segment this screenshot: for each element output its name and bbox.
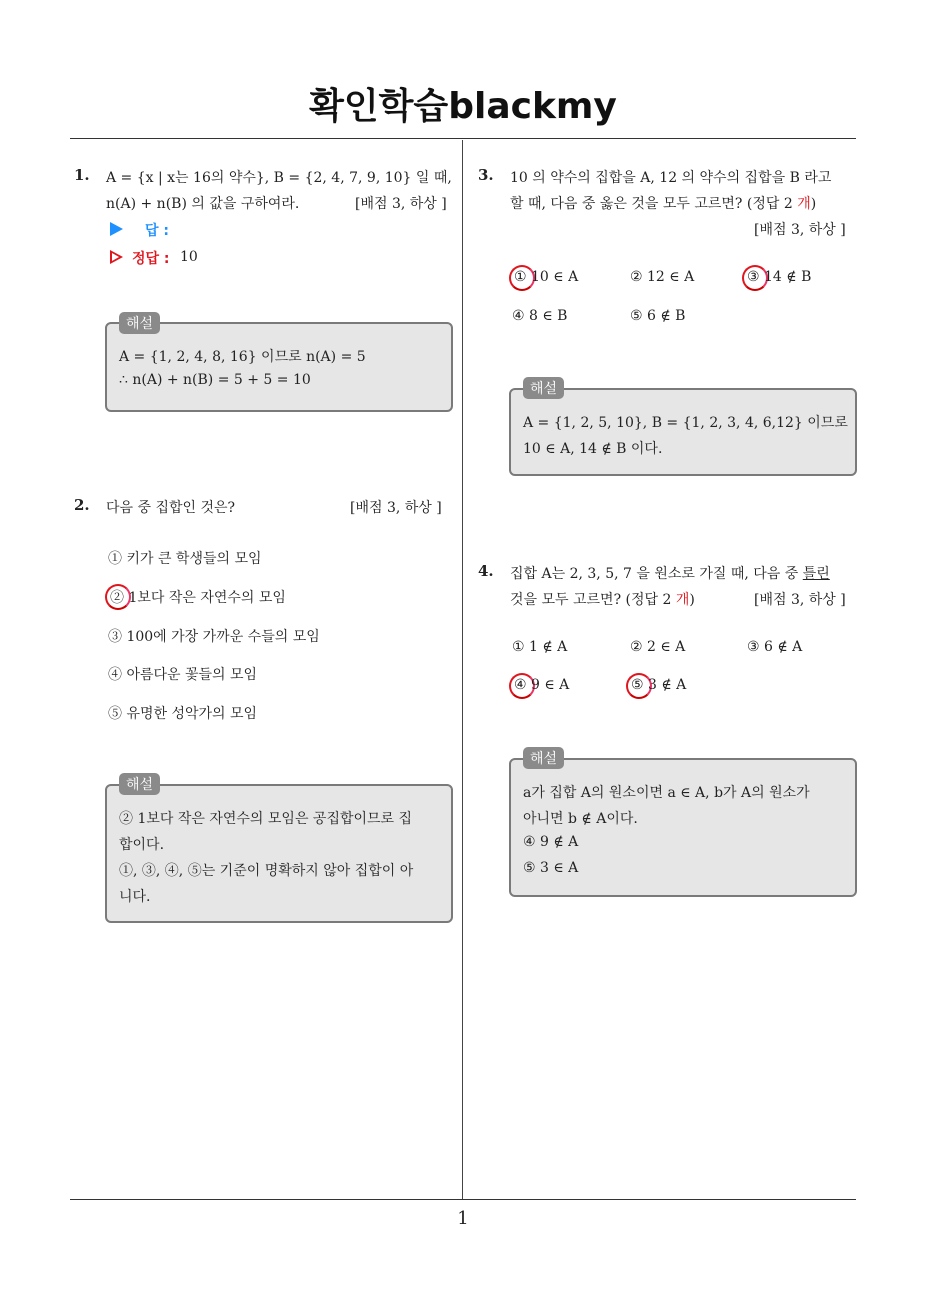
choice-3: ③ 100에 가장 가까운 수들의 모임 <box>108 629 320 645</box>
solution-box <box>105 784 453 923</box>
solution-tag: 해설 <box>119 312 160 334</box>
choice-1: ① 1 ∉ A <box>512 639 568 655</box>
correct-label: 정답 : <box>132 251 170 267</box>
solution-line: ⑤ 3 ∈ A <box>523 860 579 876</box>
solution-line: A = {1, 2, 4, 8, 16} 이므로 n(A) = 5 <box>119 349 366 365</box>
question-number: 4. <box>478 562 494 580</box>
score-label: [배점 3, 하상 ] <box>355 196 447 212</box>
question-text-line: A = {x | x는 16의 약수}, B = {2, 4, 7, 9, 10} 일 때, <box>106 170 452 186</box>
question-text-line: 것을 모두 고르면? (정답 2 개) <box>510 592 695 608</box>
solution-box <box>509 758 857 897</box>
choice-5: ⑤ 3 ∉ A <box>631 677 687 693</box>
correct-arrow-icon <box>110 250 123 264</box>
choice-2: ② 1보다 작은 자연수의 모임 <box>110 590 286 606</box>
solution-line: ∴ n(A) + n(B) = 5 + 5 = 10 <box>119 372 311 388</box>
question-number: 2. <box>74 496 90 514</box>
solution-line: 아니면 b ∉ A이다. <box>523 811 638 827</box>
question-text-line: 할 때, 다음 중 옳은 것을 모두 고르면? (정답 2 개) <box>510 196 817 212</box>
score-label: [배점 3, 하상 ] <box>754 592 846 608</box>
choice-2: ② 12 ∈ A <box>630 269 695 285</box>
question-number: 3. <box>478 166 494 184</box>
solution-line: 합이다. <box>119 837 165 853</box>
page-number: 1 <box>457 1208 469 1229</box>
question-text-line: n(A) + n(B) 의 값을 구하여라. <box>106 196 300 212</box>
solution-box <box>509 388 857 476</box>
choice-4: ④ 9 ∈ A <box>514 677 570 693</box>
solution-line: 10 ∈ A, 14 ∉ B 이다. <box>523 441 663 457</box>
top-rule <box>70 138 856 139</box>
solution-box <box>105 322 453 412</box>
solution-line: 니다. <box>119 889 151 905</box>
solution-line: ①, ③, ④, ⑤는 기준이 명확하지 않아 집합이 아 <box>119 863 414 879</box>
score-label: [배점 3, 하상 ] <box>350 500 442 516</box>
answer-arrow-icon <box>110 222 123 236</box>
solution-line: a가 집합 A의 원소이면 a ∈ A, b가 A의 원소가 <box>523 785 810 801</box>
column-divider <box>462 140 463 1200</box>
correct-value: 10 <box>180 249 198 265</box>
choice-4: ④ 8 ∈ B <box>512 308 568 324</box>
choice-5: ⑤ 유명한 성악가의 모임 <box>108 706 258 722</box>
solution-line: A = {1, 2, 5, 10}, B = {1, 2, 3, 4, 6,12} 이므로 <box>523 415 848 431</box>
score-label: [배점 3, 하상 ] <box>754 222 846 238</box>
question-text: 다음 중 집합인 것은? <box>106 500 236 516</box>
choice-1: ① 10 ∈ A <box>514 269 579 285</box>
solution-tag: 해설 <box>523 377 564 399</box>
question-text-line: 집합 A는 2, 3, 5, 7 을 원소로 가질 때, 다음 중 틀린 <box>510 566 830 582</box>
page-title: 확인학습blackmy <box>309 86 617 127</box>
choice-3: ③ 14 ∉ B <box>747 269 812 285</box>
choice-5: ⑤ 6 ∉ B <box>630 308 686 324</box>
solution-line: ④ 9 ∉ A <box>523 834 579 850</box>
choice-1: ① 키가 큰 학생들의 모임 <box>108 551 262 567</box>
choice-2: ② 2 ∈ A <box>630 639 686 655</box>
question-text-line: 10 의 약수의 집합을 A, 12 의 약수의 집합을 B 라고 <box>510 170 832 186</box>
solution-tag: 해설 <box>119 773 160 795</box>
bottom-rule <box>70 1199 856 1200</box>
solution-tag: 해설 <box>523 747 564 769</box>
answer-label: 답 : <box>145 223 169 239</box>
choice-3: ③ 6 ∉ A <box>747 639 803 655</box>
solution-line: ② 1보다 작은 자연수의 모임은 공집합이므로 집 <box>119 811 413 827</box>
choice-4: ④ 아름다운 꽃들의 모임 <box>108 667 258 683</box>
question-number: 1. <box>74 166 90 184</box>
